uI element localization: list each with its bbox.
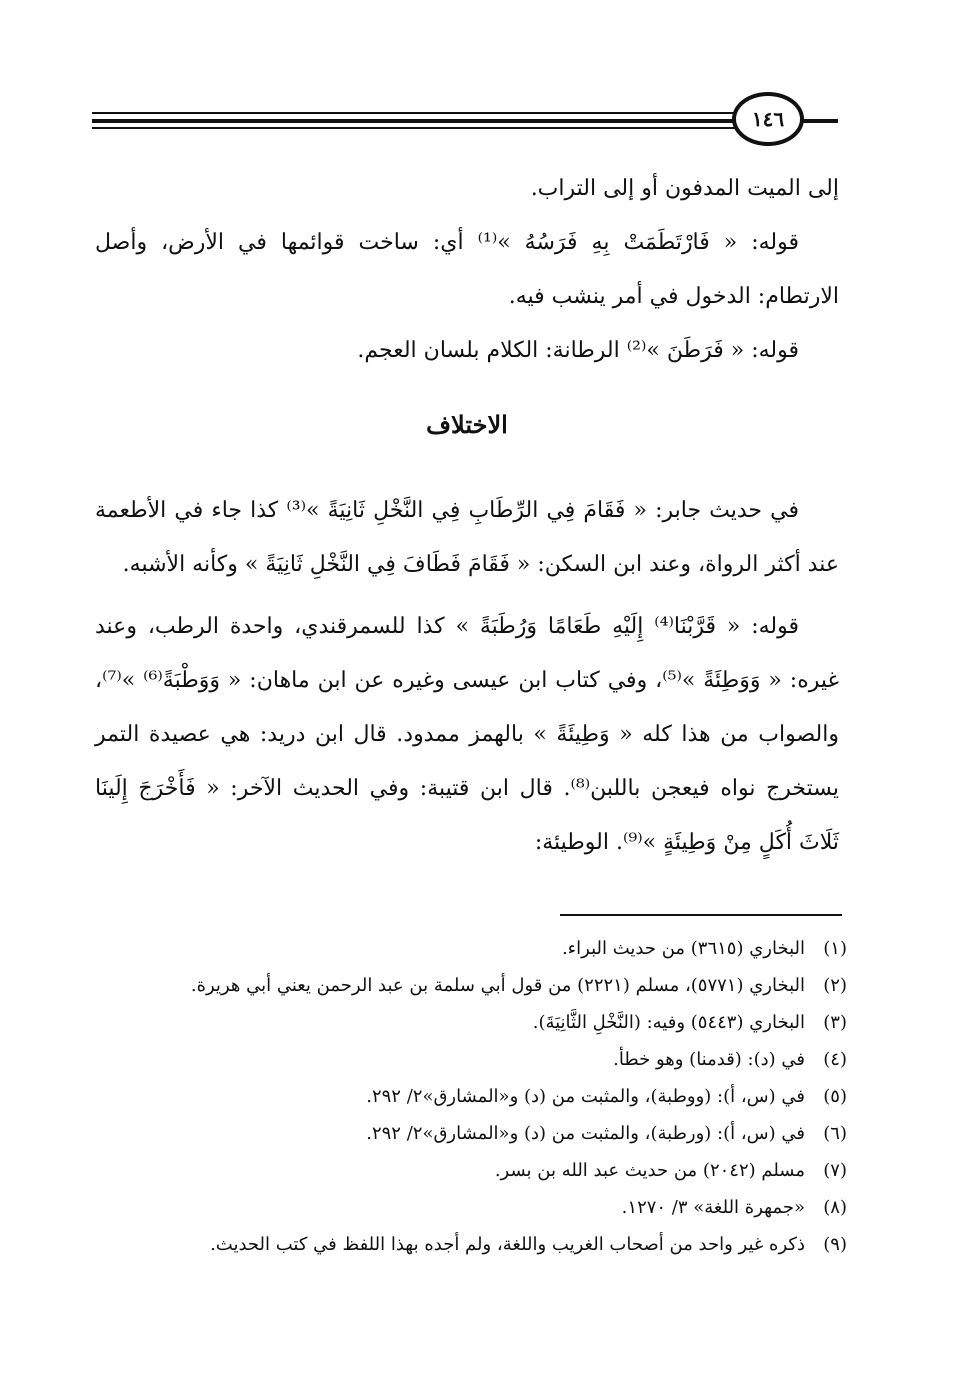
footnote-text: البخاري (٥٧٧١)، مسلم (٢٢٢١) من قول أبي سلمة بن عبد الرحمن يعني أبي هريرة. — [190, 975, 805, 996]
section-heading: الاختلاف — [426, 410, 508, 439]
paragraph: قوله: « قَرَّبْنَا⁽⁴⁾ إِلَيْهِ طَعَامًا وَرُطَبَةً » كذا للسمرقندي، واحدة الرطب، وعند غيره: « وَوَطِئَةً »⁽⁵⁾، وفي كتاب ابن عيسى وغيره عن ابن ماهان: « وَوَطْبَةً⁽⁶⁾ »⁽⁷⁾، والصواب من هذا كله « وَطِيئَةً » بالهمز ممدود. قال ابن دريد: هي عصيدة التمر يستخرج نواه فيعجن باللبن⁽⁸⁾. قال ابن قتيبة: وفي الحديث الآخر: « فَأَخْرَجَ إِلَينَا ثَلَاثَ أُكَلٍ مِنْ وَطِيئَةٍ »⁽⁹⁾. الوطيئة: — [95, 614, 840, 855]
footnote — [95, 1189, 847, 1226]
footnote-number: (١) — [823, 938, 847, 959]
footnote-number: (٧) — [823, 1160, 847, 1181]
footnote-number: (٩) — [823, 1234, 847, 1255]
body-text-bottom — [95, 484, 839, 870]
footnote-number: (٥) — [823, 1086, 847, 1107]
footnote-separator — [560, 914, 842, 916]
footnote-number: (٣) — [823, 1012, 847, 1033]
footnote — [95, 967, 847, 1004]
footnote — [95, 1004, 847, 1041]
footnote-text: في (د): (قدمنا) وهو خطأ. — [613, 1049, 805, 1070]
footnote-text: البخاري (٣٦١٥) من حديث البراء. — [561, 938, 805, 959]
footnote-text: في (س، أ): (ورطبة)، والمثبت من (د) و«المشارق»٢/ ٢٩٢. — [366, 1123, 805, 1144]
footnote-text: مسلم (٢٠٤٢) من حديث عبد الله بن بسر. — [494, 1160, 805, 1181]
footnote — [95, 1041, 847, 1078]
paragraph: قوله: « فَرَطَنَ »⁽²⁾ الرطانة: الكلام بلسان العجم. — [357, 338, 799, 363]
footnote-number: (٤) — [823, 1049, 847, 1070]
footnote-text: البخاري (٥٤٤٣) وفيه: (النَّخْلِ الثَّانِيَةَ). — [532, 1012, 805, 1033]
page-header — [92, 92, 838, 148]
header-rule-thick — [92, 119, 744, 123]
footnote — [95, 1152, 847, 1189]
footnote-number: (٢) — [823, 975, 847, 996]
header-rule — [92, 127, 744, 129]
footnote-number: (٦) — [823, 1123, 847, 1144]
footnote — [95, 1078, 847, 1115]
footnote-text: في (س، أ): (ووطبة)، والمثبت من (د) و«المشارق»٢/ ٢٩٢. — [366, 1086, 805, 1107]
footnote-number: (٨) — [823, 1197, 847, 1218]
footnotes — [95, 930, 847, 1263]
footnote — [95, 1226, 847, 1263]
footnote-text: «جمهرة اللغة» ٣/ ١٢٧٠. — [621, 1197, 805, 1218]
footnote — [95, 1115, 847, 1152]
page-number: ١٤٦ — [732, 92, 804, 146]
paragraph: إلى الميت المدفون أو إلى التراب. — [530, 176, 839, 201]
paragraph: قوله: « فَارْتَطَمَتْ بِهِ فَرَسُهُ »⁽¹⁾ أي: ساخت قوائمها في الأرض، وأصل الارتطام: الدخول في أمر ينشب فيه. — [95, 230, 839, 309]
body-text-top — [95, 162, 839, 378]
header-rule — [92, 112, 744, 114]
footnote-text: ذكره غير واحد من أصحاب الغريب واللغة، ولم أجده بهذا اللفظ في كتب الحديث. — [210, 1234, 805, 1255]
paragraph: في حديث جابر: « فَقَامَ فِي الرِّطَابِ فِي النَّخْلِ ثَانِيَةً »⁽³⁾ كذا جاء في الأطعمة عند أكثر الرواة، وعند ابن السكن: « فَقَامَ فَطَافَ فِي النَّخْلِ ثَانِيَةً » وكأنه الأشبه. — [95, 498, 839, 577]
footnote — [95, 930, 847, 967]
